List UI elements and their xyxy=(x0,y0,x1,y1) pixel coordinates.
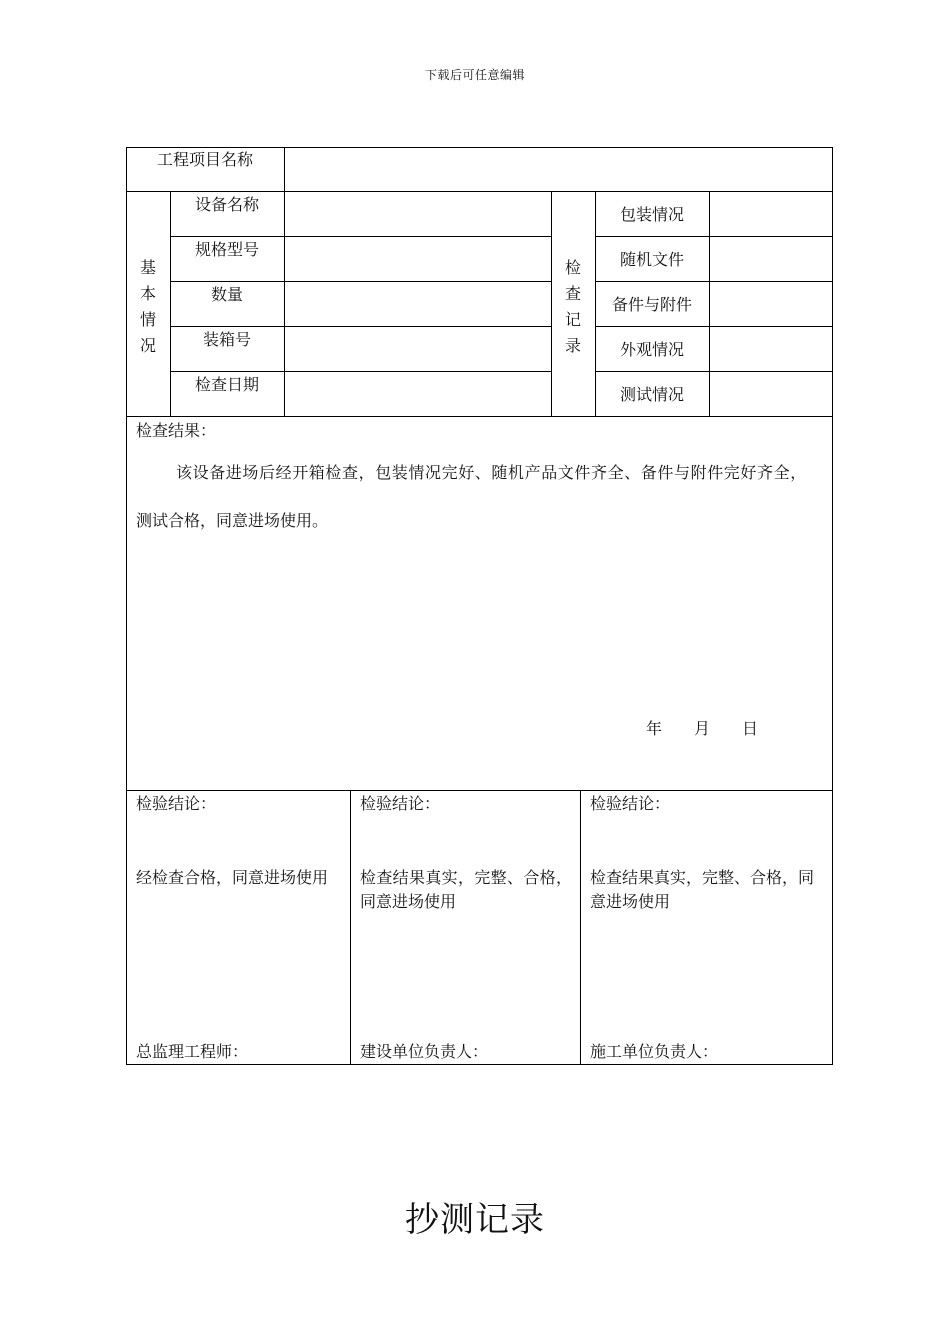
field-quantity: 数量 xyxy=(210,285,243,304)
field-inspection-date: 检查日期 xyxy=(194,375,259,394)
result-line-2: 测试合格，同意进场使用。 xyxy=(136,511,329,530)
result-date: 年 月 日 xyxy=(646,719,759,738)
item-testing: 测试情况 xyxy=(619,385,684,404)
field-box-number: 装箱号 xyxy=(202,330,251,349)
conclusion-2-text: 检查结果真实，完整、合格，同意进场使用 xyxy=(360,868,572,911)
field-equipment-name: 设备名称 xyxy=(194,195,259,214)
field-spec-model: 规格型号 xyxy=(194,240,259,259)
conclusion-1-label: 检验结论： xyxy=(136,794,217,813)
result-label: 检查结果： xyxy=(136,421,217,440)
conclusion-1-text: 经检查合格，同意进场使用 xyxy=(136,868,329,887)
result-line-1: 该设备进场后经开箱检查，包装情况完好、随机产品文件齐全、备件与附件完好齐全， xyxy=(176,463,807,482)
conclusion-3-signer: 施工单位负责人： xyxy=(590,1042,719,1061)
conclusion-3-label: 检验结论： xyxy=(590,794,671,813)
conclusion-1-signer: 总监理工程师： xyxy=(136,1042,249,1061)
header-note: 下载后可任意编辑 xyxy=(424,68,525,82)
footer-title: 抄测记录 xyxy=(405,1200,545,1240)
item-packaging: 包装情况 xyxy=(619,205,684,224)
item-documents: 随机文件 xyxy=(619,250,684,269)
item-appearance: 外观情况 xyxy=(619,340,684,359)
project-name-label: 工程项目名称 xyxy=(156,150,253,169)
conclusion-2-signer: 建设单位负责人： xyxy=(360,1042,489,1061)
conclusion-3-text: 检查结果真实，完整、合格，同意进场使用 xyxy=(590,868,815,911)
conclusion-2-label: 检验结论： xyxy=(360,794,441,813)
item-spare-parts: 备件与附件 xyxy=(611,295,692,314)
